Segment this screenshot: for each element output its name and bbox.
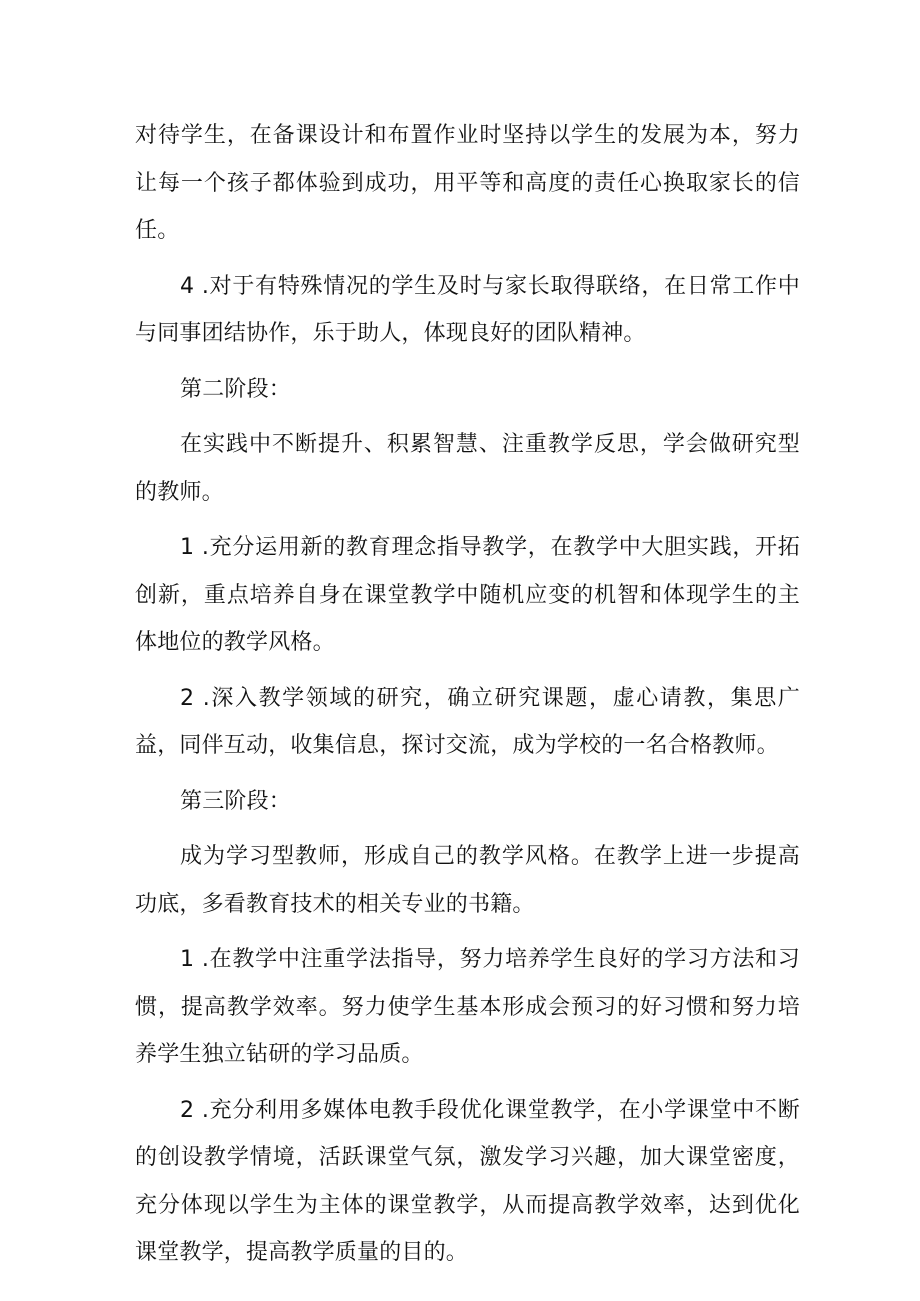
section-heading-stage-three: 第三阶段： — [180, 788, 292, 814]
paragraph-continuation: 对待学生，在备课设计和布置作业时坚持以学生的发展为本，努力让每一个孩子都体验到成功，用平等和高度的责任心换取家长的信任。 — [135, 123, 800, 243]
paragraph-stage-three-intro: 成为学习型教师，形成自己的教学风格。在教学上进一步提高功底，多看教育技术的相关专业的书籍。 — [135, 844, 800, 917]
paragraph-stage-two-intro: 在实践中不断提升、积累智慧、注重教学反思，学会做研究型的教师。 — [135, 432, 800, 505]
document-body — [135, 112, 800, 1285]
paragraph-stage-two-item-1: 1 .充分运用新的教育理念指导教学，在教学中大胆实践，开拓创新，重点培养自身在课堂教学中随机应变的机智和体现学生的主体地位的教学风格。 — [135, 535, 800, 655]
paragraph-item-4: 4 .对于有特殊情况的学生及时与家长取得联络，在日常工作中与同事团结协作，乐于助人，体现良好的团队精神。 — [135, 273, 800, 346]
section-heading-stage-two: 第二阶段： — [180, 376, 292, 402]
paragraph-stage-three-item-1: 1 .在教学中注重学法指导，努力培养学生良好的学习方法和习惯，提高教学效率。努力使学生基本形成会预习的好习惯和努力培养学生独立钻研的学习品质。 — [135, 947, 800, 1067]
paragraph-stage-three-item-2: 2 .充分利用多媒体电教手段优化课堂教学，在小学课堂中不断的创设教学情境，活跃课堂气氛，激发学习兴趣，加大课堂密度，充分体现以学生为主体的课堂教学，从而提高教学效率，达到优化课堂教学，提高教学质量的目的。 — [135, 1097, 800, 1265]
paragraph-stage-two-item-2: 2 .深入教学领域的研究，确立研究课题，虚心请教，集思广益，同伴互动，收集信息，探讨交流，成为学校的一名合格教师。 — [135, 685, 800, 758]
